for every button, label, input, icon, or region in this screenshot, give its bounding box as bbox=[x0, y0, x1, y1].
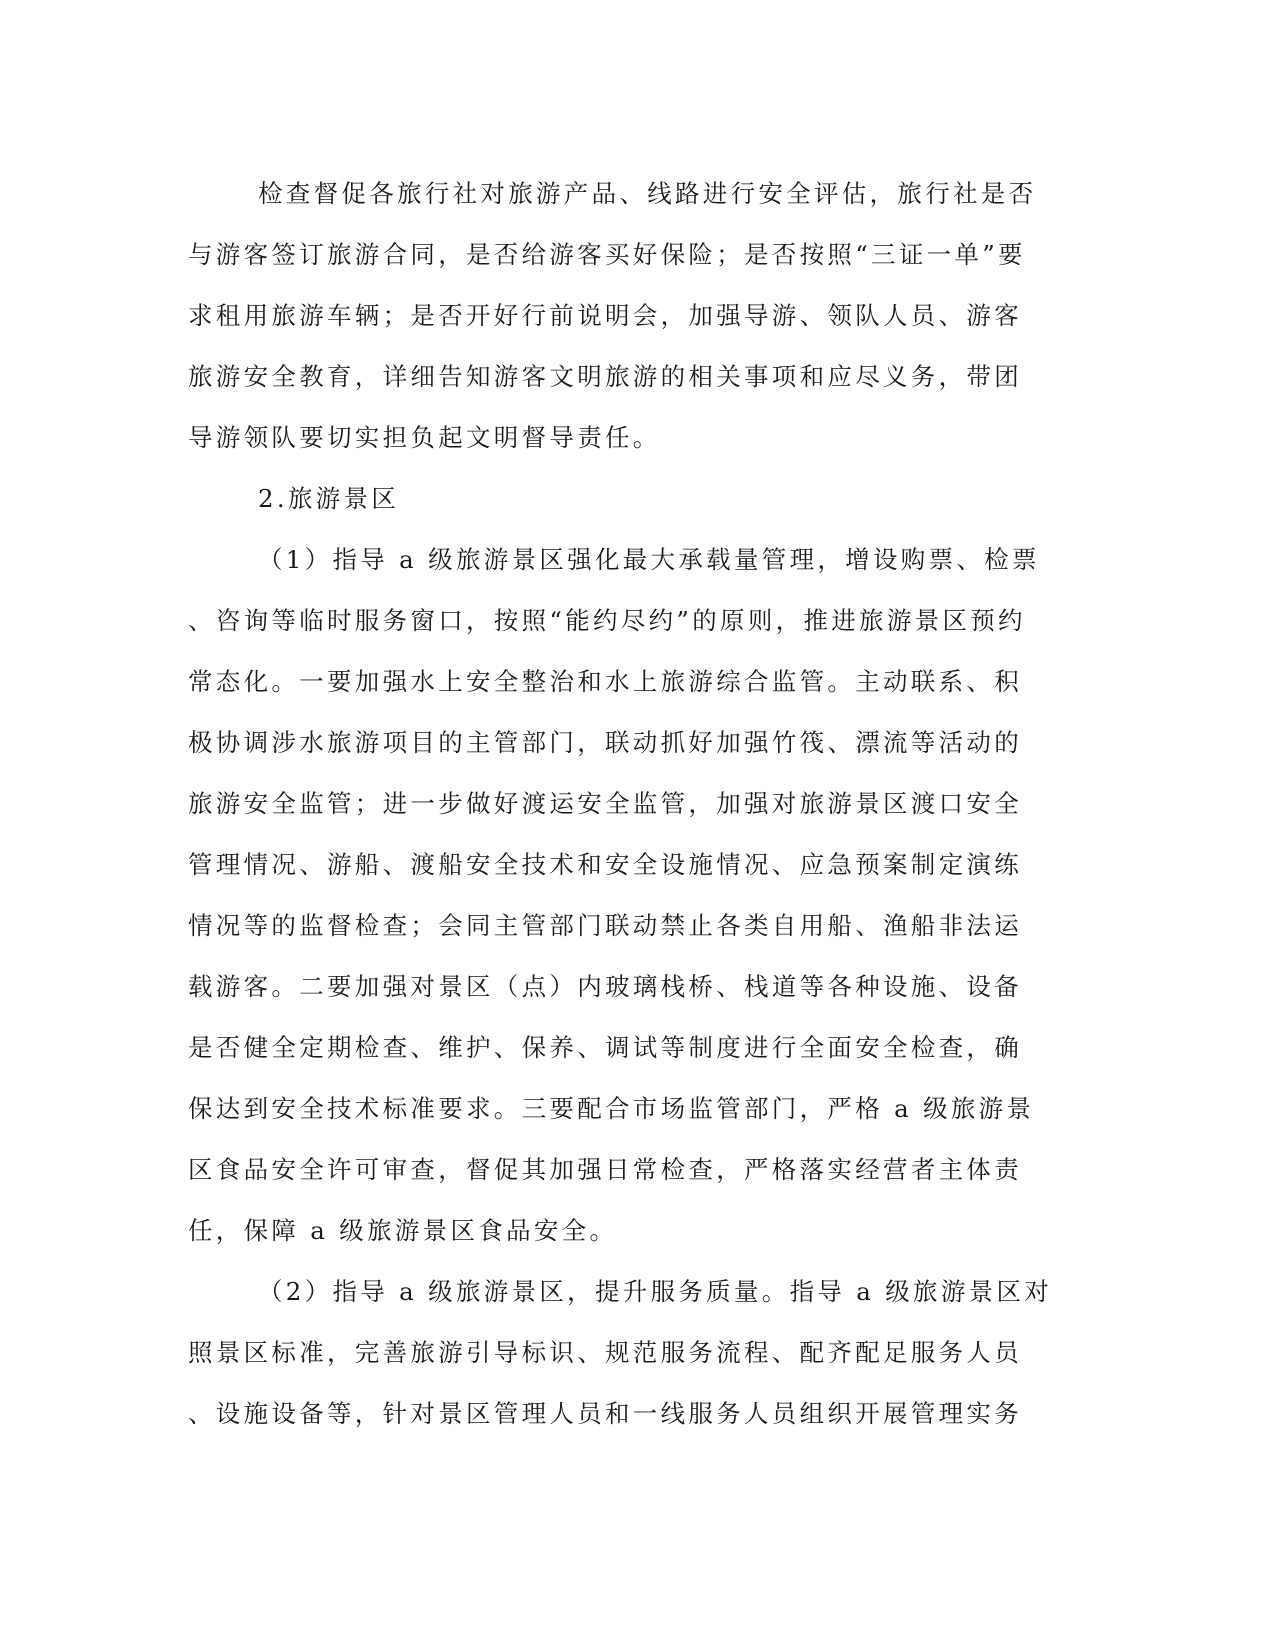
paragraph-line: （1）指导 a 级旅游景区强化最大承载量管理，增设购票、检票 bbox=[258, 545, 1040, 574]
paragraph-line: 照景区标准，完善旅游引导标识、规范服务流程、配齐配足服务人员 bbox=[188, 1338, 1022, 1367]
paragraph-line: 保达到安全技术标准要求。三要配合市场监管部门，严格 a 级旅游景 bbox=[188, 1094, 1035, 1123]
paragraph-line: 旅游安全监管；进一步做好渡运安全监管，加强对旅游景区渡口安全 bbox=[188, 789, 1022, 818]
paragraph-line: 旅游安全教育，详细告知游客文明旅游的相关事项和应尽义务，带团 bbox=[188, 362, 1022, 391]
paragraph-line: 是否健全定期检查、维护、保养、调试等制度进行全面安全检查，确 bbox=[188, 1033, 1022, 1062]
body-text bbox=[188, 163, 1068, 1444]
paragraph-line: 、设施设备等，针对景区管理人员和一线服务人员组织开展管理实务 bbox=[188, 1399, 1022, 1428]
paragraph-line: 载游客。二要加强对景区（点）内玻璃栈桥、栈道等各种设施、设备 bbox=[188, 972, 1022, 1001]
paragraph-line: 导游领队要切实担负起文明督导责任。 bbox=[188, 423, 661, 452]
paragraph-line: （2）指导 a 级旅游景区，提升服务质量。指导 a 级旅游景区对 bbox=[258, 1277, 1053, 1306]
paragraph-line: 任，保障 a 级旅游景区食品安全。 bbox=[188, 1216, 618, 1245]
paragraph-line: 极协调涉水旅游项目的主管部门，联动抓好加强竹筏、漂流等活动的 bbox=[188, 728, 1022, 757]
paragraph-line: 情况等的监督检查；会同主管部门联动禁止各类自用船、渔船非法运 bbox=[188, 911, 1022, 940]
section-heading: 2.旅游景区 bbox=[258, 484, 400, 513]
paragraph-line: 与游客签订旅游合同，是否给游客买好保险；是否按照“三证一单”要 bbox=[188, 240, 1026, 269]
paragraph-line: 管理情况、游船、渡船安全技术和安全设施情况、应急预案制定演练 bbox=[188, 850, 1022, 879]
paragraph-line: 、咨询等临时服务窗口，按照“能约尽约”的原则，推进旅游景区预约 bbox=[188, 606, 1026, 635]
paragraph-line: 检查督促各旅行社对旅游产品、线路进行安全评估，旅行社是否 bbox=[258, 179, 1037, 208]
paragraph-line: 求租用旅游车辆；是否开好行前说明会，加强导游、领队人员、游客 bbox=[188, 301, 1022, 330]
paragraph-line: 区食品安全许可审查，督促其加强日常检查，严格落实经营者主体责 bbox=[188, 1155, 1022, 1184]
paragraph-line: 常态化。一要加强水上安全整治和水上旅游综合监管。主动联系、积 bbox=[188, 667, 1022, 696]
